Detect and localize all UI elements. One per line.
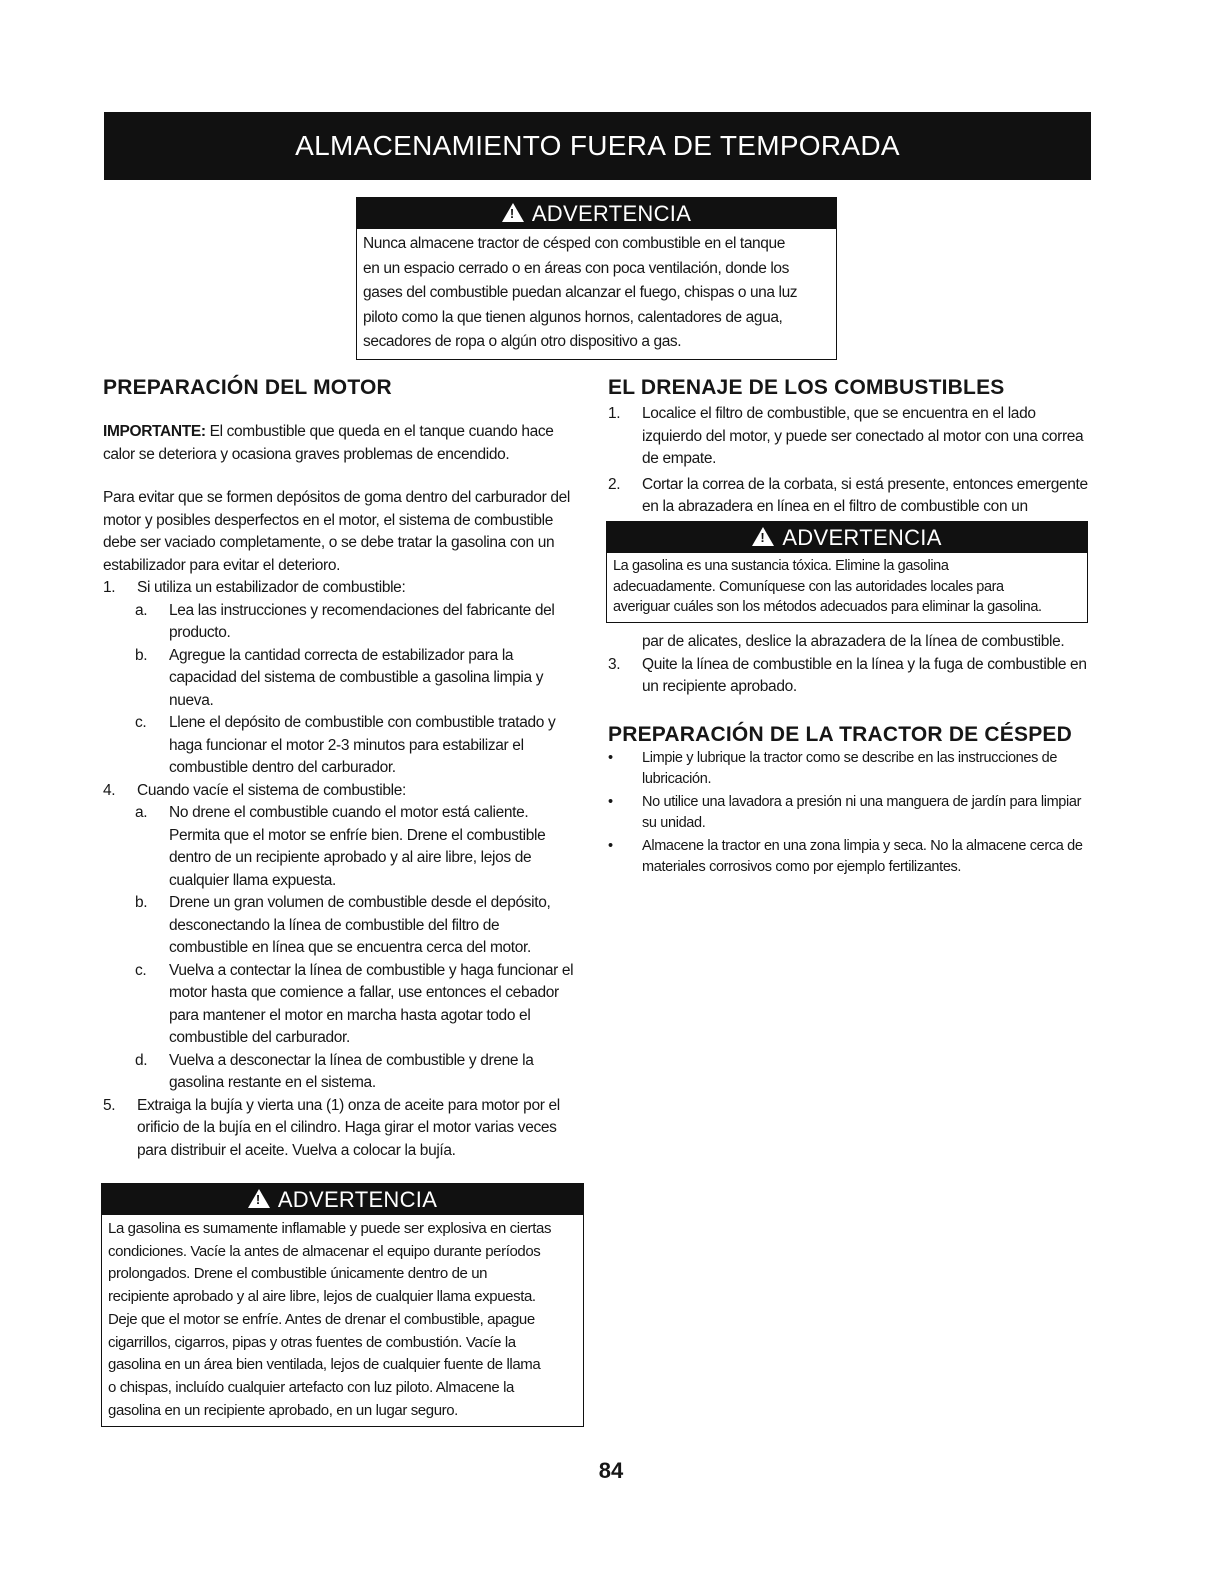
warning-box-storage [356,197,837,360]
section-heading-tractor: PREPARACIÓN DE LA TRACTOR DE CÉSPED [608,722,1072,746]
sub-text: Vuelva a contectar la línea de combustible y haga funcionar el motor hasta que comience a fallar, use entonces el cebador para mantener el motor en marcha hasta agotar todo el combustible del carburador. [169,961,574,1046]
page-number: 84 [598,1458,624,1483]
bullet-list [608,748,1093,878]
sub-letter: c. [135,961,147,979]
warning-line: La gasolina es sumamente inflamable y puede ser explosiva en ciertas [108,1220,552,1237]
list-text: Cuando vacíe el sistema de combustible: [137,781,406,799]
sub-letter: a. [135,804,148,821]
warning-line: gasolina en un área bien ventilada, lejos de cualquier fuente de llama [108,1356,541,1374]
list-text: Limpie y lubrique la tractor como se describe en las instrucciones de lubricación. [642,749,1058,787]
bullet-mark: • [608,793,613,810]
section-heading-drain: EL DRENAJE DE LOS COMBUSTIBLES [608,376,1005,399]
list-text: Cortar la correa de la corbata, si está presente, entonces emergente en la abrazadera en línea en el filtro de combustible con un [642,475,1088,515]
list-item [103,780,581,803]
list-text: Extraiga la bujía y vierta una (1) onza de aceite para motor por el orificio de la bujía en el cilindro. Haga girar el motor varias veces para distribuir el aceite. Vuelva a colocar la bujía. [137,1096,560,1159]
warning-line: Deje que el motor se enfríe. Antes de drenar el combustible, apague [108,1310,535,1328]
sub-letter: b. [135,894,148,911]
list-text: Si utiliza un estabilizador de combustible: [137,579,406,596]
banner-title: ALMACENAMIENTO FUERA DE TEMPORADA [295,130,900,161]
left-column [103,375,581,1162]
list-text: Localice el filtro de combustible, que se encuentra en el lado izquierdo del motor, y puede ser conectado al motor con una correa de empate. [642,405,1084,467]
list-number: 1. [608,405,621,422]
continuation-text: par de alicates, deslice la abrazadera de la línea de combustible. [642,633,1065,650]
warning-line: secadores de ropa o algún otro dispositivo a gas. [363,333,682,350]
sub-letter: d. [135,1051,148,1069]
list-item [608,748,1093,790]
right-column-top [608,375,1093,519]
sub-list-item [135,960,581,1050]
list-item [608,836,1093,878]
bullet-mark: • [608,749,613,766]
important-label: IMPORTANTE: [103,423,206,440]
sub-list-item [135,1050,581,1095]
list-text: Almacene la tractor en una zona limpia y seca. No la almacene cerca de materiales corrosivos como por ejemplo fertilizantes. [642,837,1083,875]
bullet-mark: • [608,837,613,854]
warning-line: gases del combustible puedan alcanzar el fuego, chispas o una luz [363,284,798,301]
warning-box-toxic [606,521,1088,623]
sub-letter: c. [135,714,147,731]
list-item [608,474,1093,519]
sub-letter: b. [135,646,148,664]
sub-list-item [135,645,581,713]
page-banner [104,112,1091,180]
warning-line: gasolina en un recipiente aprobado, en un lugar seguro. [108,1401,458,1419]
warning-line: piloto como la que tienen algunos hornos, calentadores de agua, [363,308,783,326]
sub-list-item [135,802,581,892]
warning-line: Nunca almacene tractor de césped con combustible en el tanque [363,235,785,252]
sub-list-item [135,600,581,645]
list-number: 2. [608,475,621,493]
sub-list-item [135,712,581,780]
warning-text [357,229,836,359]
list-item [608,792,1093,834]
intro-paragraph: Para evitar que se formen depósitos de goma dentro del carburador del motor y posibles desperfectos en el motor, el sistema de combustible debe ser vaciado completamente, o se debe tratar la gasolina con un estabilizador para evitar el deterioro. [103,489,570,574]
warning-header [607,522,1087,553]
sub-text: Agregue la cantidad correcta de estabilizador para la capacidad del sistema de combustible a gasolina limpia y nueva. [169,646,544,709]
warning-line: La gasolina es una sustancia tóxica. Elimine la gasolina [613,558,949,574]
sub-list-item [135,892,581,960]
warning-title: ADVERTENCIA [277,1186,438,1212]
warning-triangle-icon [502,203,524,222]
important-text: El combustible que queda en el tanque cuando hace calor se deteriora y ocasiona graves problemas de encendido. [103,423,554,463]
warning-line: prolongados. Drene el combustible únicamente dentro de un [108,1265,488,1283]
sub-letter: a. [135,601,148,619]
sub-text: No drene el combustible cuando el motor está caliente. Permita que el motor se enfríe bien. Drene el combustible dentro de un recipiente aprobado y al aire libre, lejos de cualquier llama expuesta. [169,804,546,889]
sub-text: Drene un gran volumen de combustible desde el depósito, desconectando la línea de combustible del filtro de combustible en línea que se encuentra cerca del motor. [169,894,551,956]
section-heading-motor: PREPARACIÓN DEL MOTOR [103,376,392,399]
list-number: 5. [103,1096,116,1114]
warning-line: adecuadamente. Comuníquese con las autoridades locales para [613,578,1004,595]
list-number: 4. [103,781,116,799]
right-column-bottom [608,631,1093,878]
sub-text: Vuelva a desconectar la línea de combustible y drene la gasolina restante en el sistema. [169,1051,534,1091]
list-item [103,1095,581,1163]
important-paragraph [103,421,581,466]
warning-line: o chispas, incluído cualquier artefacto con luz piloto. Almacene la [108,1378,514,1396]
warning-text [102,1215,583,1426]
warning-title: ADVERTENCIA [782,524,942,550]
list-number: 3. [608,655,621,673]
warning-line: cigarrillos, cigarros, pipas y otras fuentes de combustión. Vacíe la [108,1333,516,1351]
list-item [103,577,581,600]
list-number: 1. [103,579,116,596]
warning-triangle-icon [752,527,774,546]
warning-title: ADVERTENCIA [531,200,692,226]
sub-text: Llene el depósito de combustible con combustible tratado y haga funcionar el motor 2-3 minutos para estabilizar el combustible dentro del carburador. [169,714,556,776]
list-text: Quite la línea de combustible en la línea y la fuga de combustible en un recipiente aprobado. [642,655,1087,695]
list-item [608,654,1093,699]
warning-line: en un espacio cerrado o en áreas con poca ventilación, donde los [363,259,789,277]
warning-text [607,553,1087,622]
warning-header [357,198,836,229]
warning-header [102,1184,583,1215]
list-item [608,403,1093,471]
warning-line: averiguar cuáles son los métodos adecuados para eliminar la gasolina. [613,599,1042,615]
warning-line: condiciones. Vacíe la antes de almacenar el equipo durante períodos [108,1242,541,1260]
warning-line: recipiente aprobado y al aire libre, lejos de cualquier llama expuesta. [108,1288,536,1306]
warning-box-flammable [101,1183,584,1427]
list-text: No utilice una lavadora a presión ni una manguera de jardín para limpiar su unidad. [642,793,1082,831]
sub-text: Lea las instrucciones y recomendaciones del fabricante del producto. [169,601,555,641]
warning-triangle-icon [248,1189,270,1208]
